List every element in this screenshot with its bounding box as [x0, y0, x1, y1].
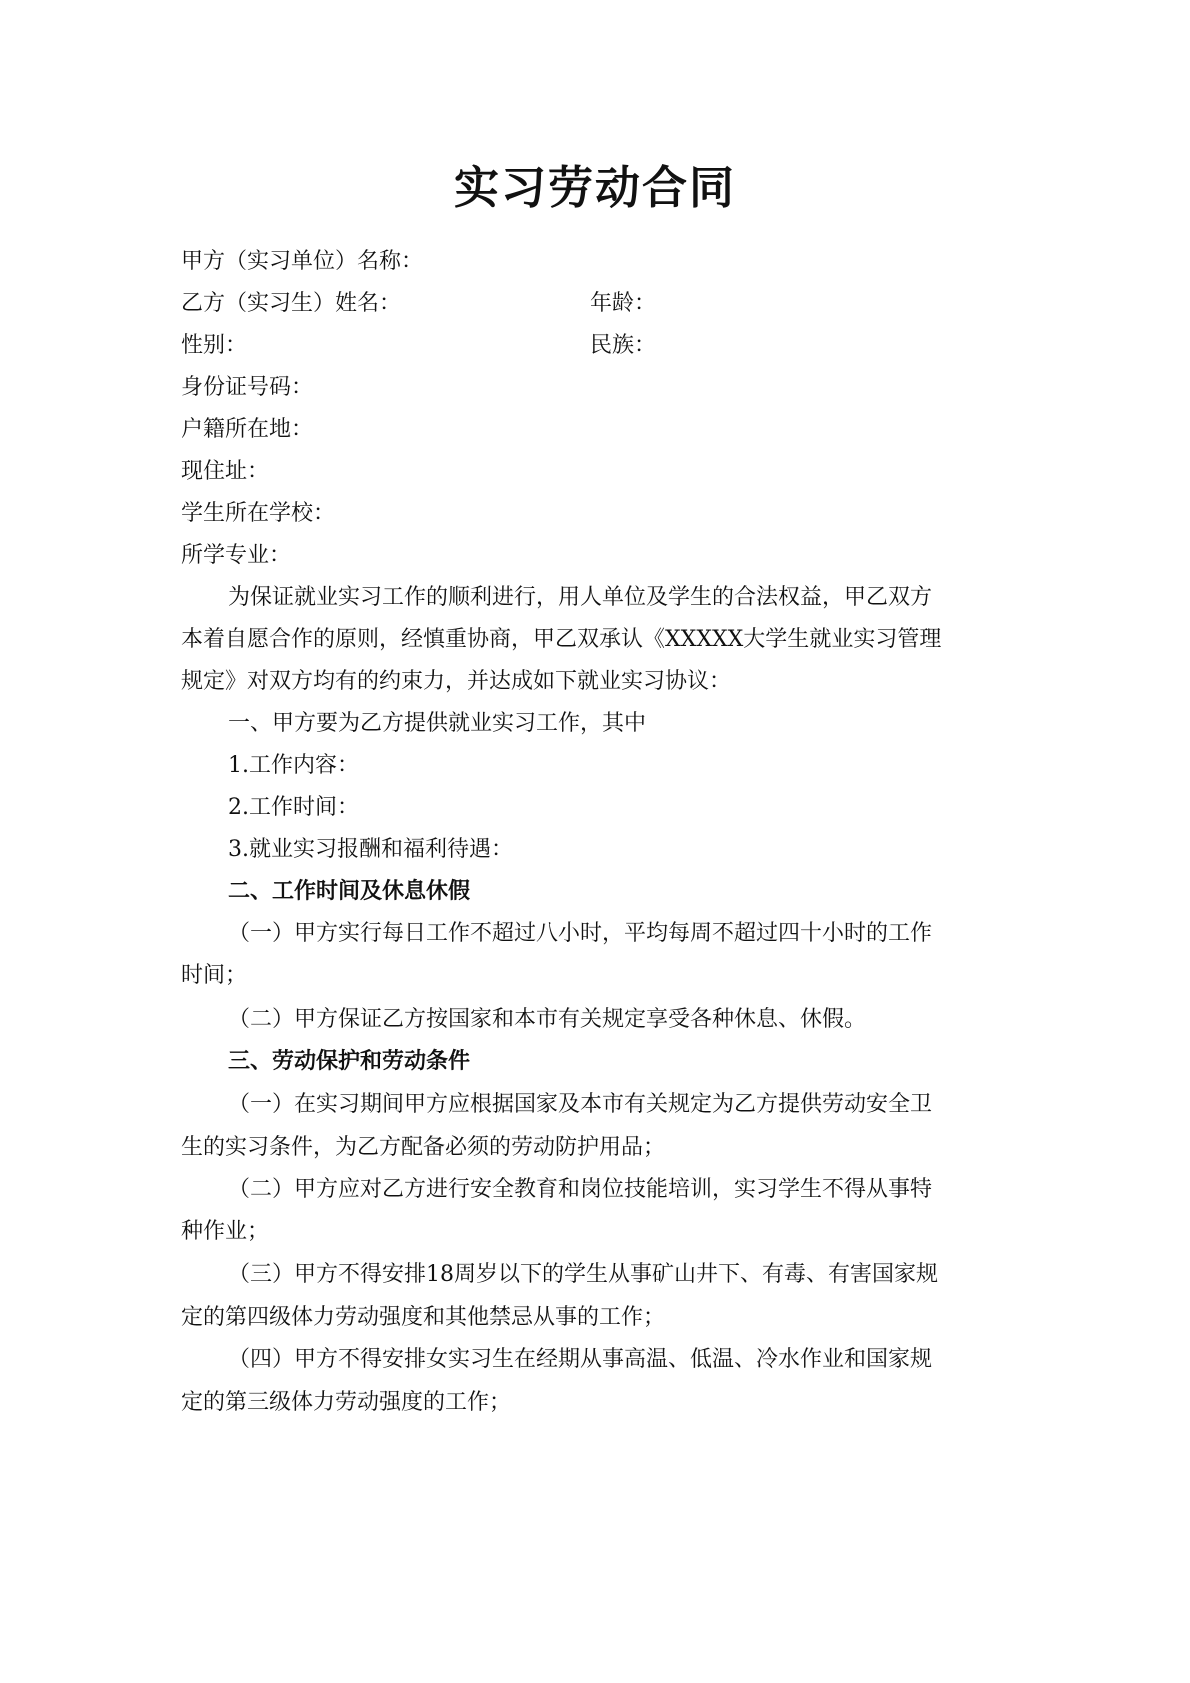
field-ethnicity: 民族：: [590, 333, 657, 358]
section-3-paragraph: 生的实习条件，为乙方配备必须的劳动防护用品；: [181, 1135, 666, 1160]
section-3-heading: 三、劳动保护和劳动条件: [228, 1049, 471, 1074]
field-party-b-name: 乙方（实习生）姓名：: [181, 291, 402, 316]
document-title: 实习劳动合同: [453, 161, 736, 214]
section-2-paragraph: 时间；: [181, 963, 248, 988]
section-2-heading: 二、工作时间及休息休假: [228, 879, 471, 904]
section-3-paragraph: （一）在实习期间甲方应根据国家及本市有关规定为乙方提供劳动安全卫: [228, 1092, 933, 1117]
section-3-paragraph: （二）甲方应对乙方进行安全教育和岗位技能培训，实习学生不得从事特: [228, 1177, 933, 1202]
section-3-paragraph: 定的第四级体力劳动强度和其他禁忌从事的工作；: [181, 1305, 666, 1330]
field-household: 户籍所在地：: [181, 417, 314, 442]
section-2-paragraph: （一）甲方实行每日工作不超过八小时，平均每周不超过四十小时的工作: [228, 921, 933, 946]
field-address: 现住址：: [181, 459, 270, 484]
intro-line: 规定》对双方均有的约束力，并达成如下就业实习协议：: [181, 669, 732, 694]
section-1-heading: 一、甲方要为乙方提供就业实习工作，其中: [228, 711, 647, 736]
field-id-number: 身份证号码：: [181, 375, 314, 400]
intro-line: 为保证就业实习工作的顺利进行，用人单位及学生的合法权益，甲乙双方: [228, 585, 933, 610]
section-1-item: 2.工作时间：: [228, 795, 359, 820]
field-school: 学生所在学校：: [181, 501, 336, 526]
field-gender: 性别：: [181, 333, 248, 358]
section-3-paragraph: （四）甲方不得安排女实习生在经期从事高温、低温、冷水作业和国家规: [228, 1347, 933, 1372]
section-1-item: 3.就业实习报酬和福利待遇：: [228, 837, 513, 862]
section-3-paragraph: 种作业；: [181, 1219, 270, 1244]
field-major: 所学专业：: [181, 543, 292, 568]
section-3-paragraph: 定的第三级体力劳动强度的工作；: [181, 1390, 512, 1415]
field-age: 年龄：: [590, 291, 657, 316]
intro-line: 本着自愿合作的原则，经慎重协商，甲乙双承认《XXXXX大学生就业实习管理: [181, 627, 942, 652]
section-1-item: 1.工作内容：: [228, 753, 359, 778]
section-2-paragraph: （二）甲方保证乙方按国家和本市有关规定享受各种休息、休假。: [228, 1007, 867, 1032]
section-3-paragraph: （三）甲方不得安排18周岁以下的学生从事矿山井下、有毒、有害国家规: [228, 1262, 938, 1287]
field-party-a: 甲方（实习单位）名称：: [181, 249, 424, 274]
